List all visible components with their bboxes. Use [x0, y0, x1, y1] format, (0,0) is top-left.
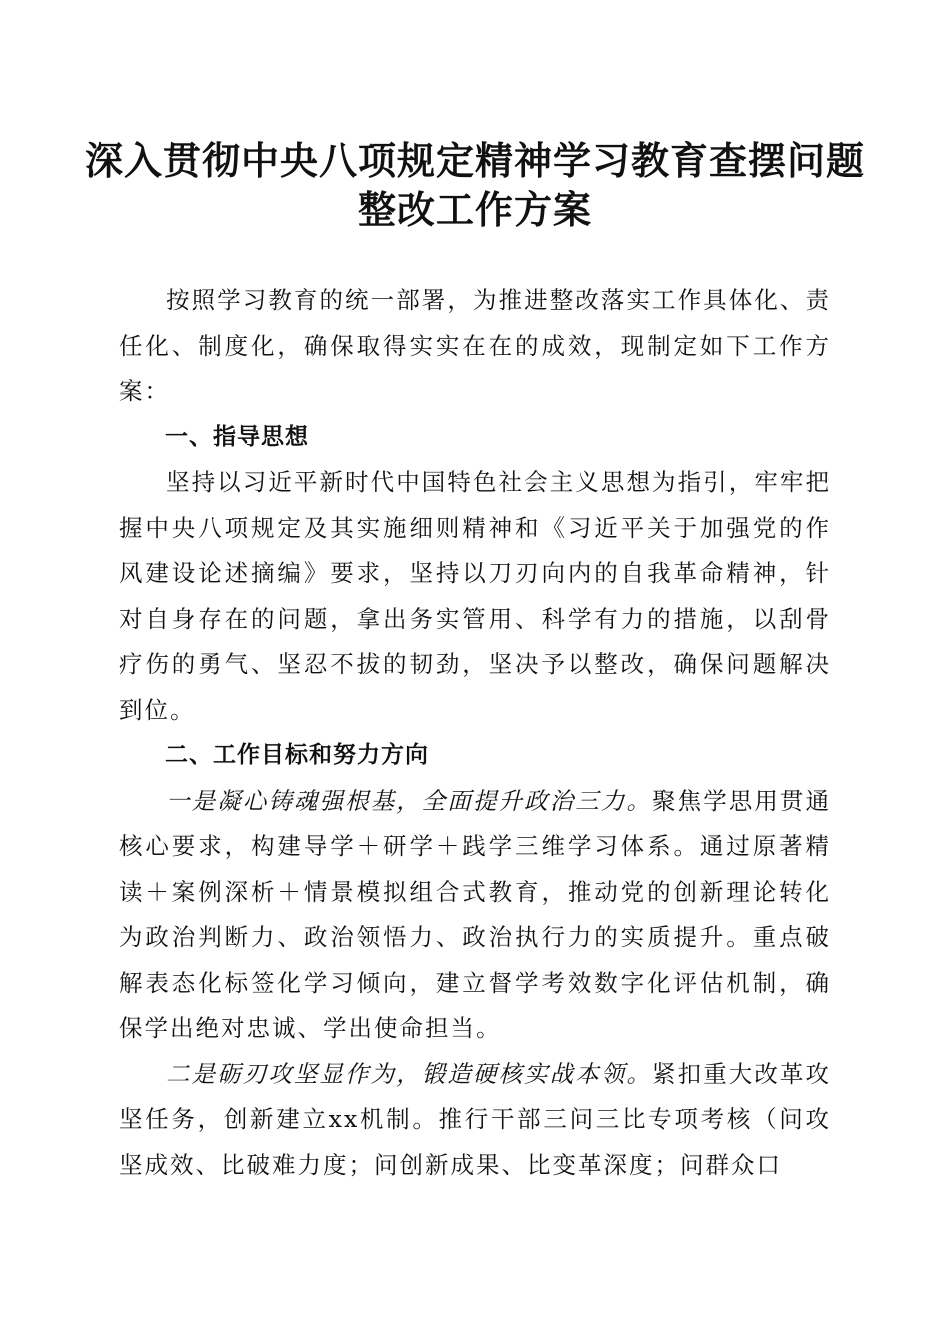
section2-item1-body: 聚焦学思用贯通核心要求，构建导学＋研学＋践学三维学习体系。通过原著精读＋案例深析＋情景模拟组合式教育，推动党的创新理论转化为政治判断力、政治领悟力、政治执行力的实质提升。重点破解表态化标签化学习倾向，建立督学考效数字化评估机制，确保学出绝对忠诚、学出使命担当。: [119, 786, 832, 1042]
section2-item1-lead: 一是凝心铸魂强根基，全面提升政治三力。: [166, 786, 653, 815]
section1-heading: 一、指导思想: [165, 423, 309, 450]
section2-item1-paragraph: [119, 779, 831, 1052]
section2-item2-body: 紧扣重大改革攻坚任务，创新建立xx机制。推行干部三问三比专项考核（问攻坚成效、比破难力度；问创新成果、比变革深度；问群众口: [119, 1059, 832, 1179]
document-title-line2: 整改工作方案: [357, 187, 592, 232]
document-body: [119, 278, 831, 1188]
section2-item2-paragraph: [119, 1052, 831, 1189]
section2-item2-lead: 二是砺刃攻坚显作为，锻造硬核实战本领。: [166, 1059, 653, 1088]
intro-paragraph: 按照学习教育的统一部署，为推进整改落实工作具体化、责任化、制度化，确保取得实实在在的成效，现制定如下工作方案：: [119, 286, 831, 405]
document-title-line1: 深入贯彻中央八项规定精神学习教育查摆问题: [84, 138, 865, 183]
section1-paragraph: 坚持以习近平新时代中国特色社会主义思想为指引，牢牢把握中央八项规定及其实施细则精神和《习近平关于加强党的作风建设论述摘编》要求，坚持以刀刃向内的自我革命精神，针对自身存在的问题，拿出务实管用、科学有力的措施，以刮骨疗伤的勇气、坚忍不拔的韧劲，坚决予以整改，确保问题解决到位。: [119, 468, 831, 724]
section2-heading: 二、工作目标和努力方向: [165, 742, 429, 768]
